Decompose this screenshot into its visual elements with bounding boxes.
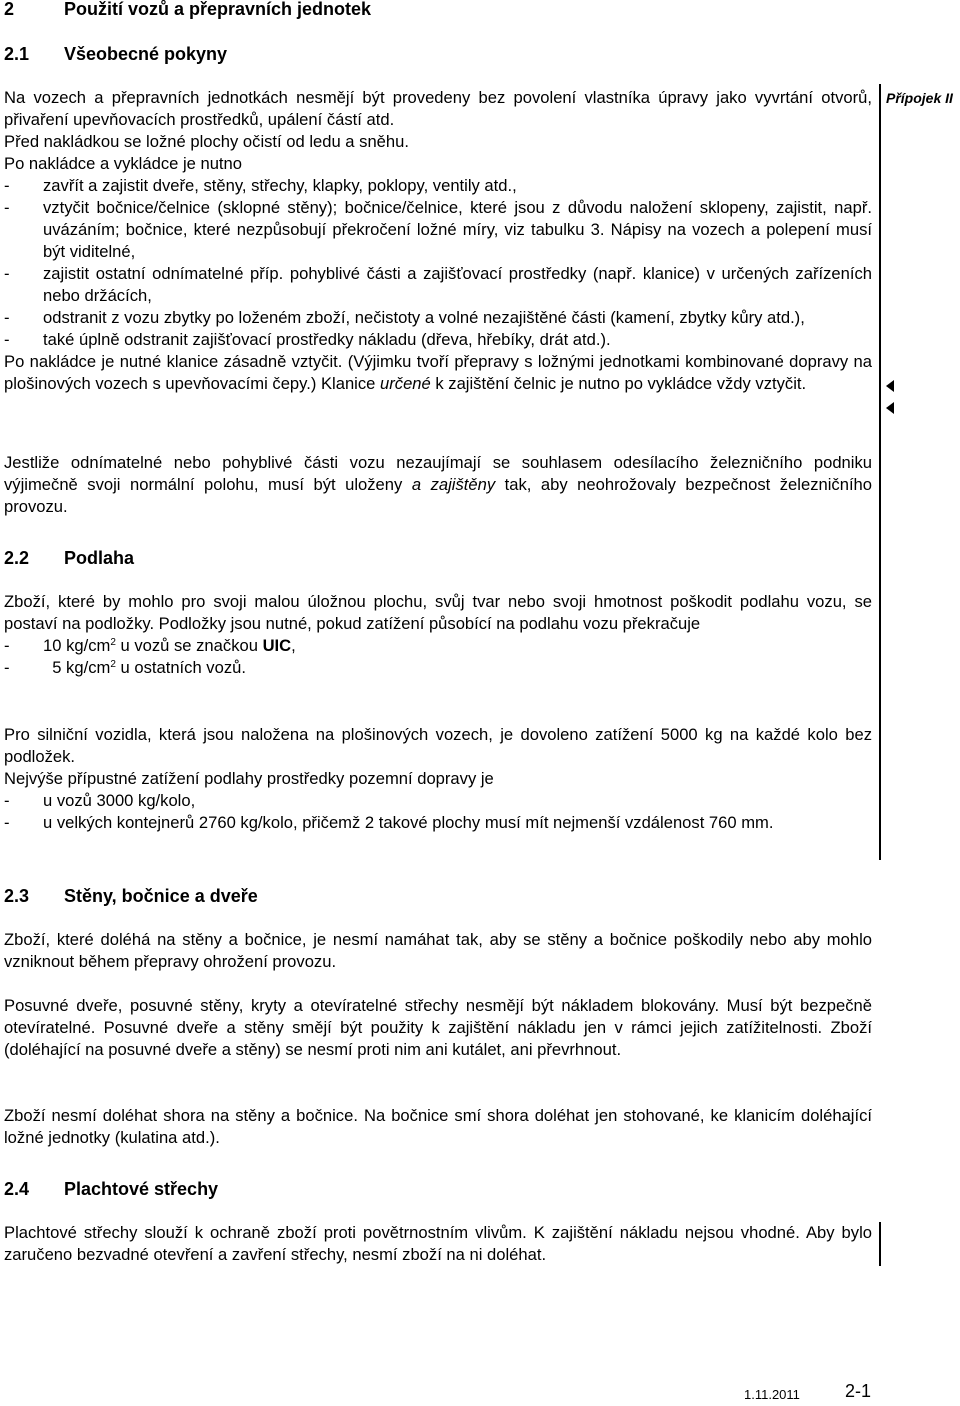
- paragraph: Na vozech a přepravních jednotkách nesmějí být provedeny bez povolení vlastníka úpravy jako vyvrtání otvorů, přivaření upevňovacích prostředků, upálení částí atd.: [4, 88, 872, 129]
- section-title: Podlaha: [64, 548, 135, 568]
- section-number: 2.4: [4, 1179, 30, 1199]
- list-item: - také úplně odstranit zajišťovací prostředky nákladu (dřeva, hřebíky, drát atd.).: [4, 330, 611, 349]
- change-marker-icon: [886, 380, 894, 392]
- paragraph: Zboží, které doléhá na stěny a bočnice, je nesmí namáhat tak, aby se stěny a bočnice poškodily nebo aby mohlo vzniknout během přepravy ohrožení provozu.: [4, 930, 872, 971]
- paragraph: Nejvýše přípustné zatížení podlahy prostředky pozemní dopravy je: [4, 769, 494, 788]
- paragraph: Po nakládce a vykládce je nutno: [4, 154, 243, 173]
- list-item: - zavřít a zajistit dveře, stěny, střechy, klapky, poklopy, ventily atd.,: [4, 176, 517, 195]
- section-heading-2-4: [4, 1178, 218, 1200]
- chapter-title: Použití vozů a přepravních jednotek: [64, 0, 372, 19]
- section-2-1-closing: [4, 452, 872, 518]
- chapter-number: 2: [4, 0, 15, 19]
- section-title: Všeobecné pokyny: [64, 44, 228, 64]
- list-item: - zajistit ostatní odnímatelné příp. pohyblivé části a zajišťovací prostředky (např. klanice) v určených zařízeních nebo držácích,: [4, 264, 872, 305]
- chapter-heading: [4, 0, 371, 20]
- list-item: - vztyčit bočnice/čelnice (sklopné stěny); bočnice/čelnice, které jsou z důvodu naložení sklopeny, zajistit, např. uvázáním; bočnice, které nezpůsobují překročení ložné míry, viz tabulku 3. Nápisy na vozech a polepení musí být viditelné,: [4, 198, 872, 261]
- section-heading-2-2: [4, 547, 134, 569]
- section-title: Plachtové střechy: [64, 1179, 219, 1199]
- change-bar: [879, 1222, 881, 1266]
- paragraph: Před nakládkou se ložné plochy očistí od ledu a sněhu.: [4, 132, 409, 151]
- list-item: - 5 $kg/cm^2$ u ostatních vozů.: [4, 658, 246, 677]
- paragraph: Pro silniční vozidla, která jsou naložena na plošinových vozech, je dovoleno zatížení 5000 kg na každé kolo bez podložek.: [4, 725, 872, 766]
- section-2-4-p1: [4, 1222, 872, 1266]
- side-note: Přípojek II: [886, 90, 953, 106]
- page-number: 2-1: [845, 1381, 872, 1401]
- section-title: Stěny, bočnice a dveře: [64, 886, 258, 906]
- section-number: 2.1: [4, 44, 30, 64]
- list-item: - u velkých kontejnerů 2760 kg/kolo, přičemž 2 takové plochy musí mít nejmenší vzdálenost 760 mm.: [4, 813, 774, 832]
- section-heading-2-1: [4, 43, 227, 65]
- list-item: - odstranit z vozu zbytky po loženém zboží, nečistoty a volné nezajištěné části (kamení, zbytky kůry atd.),: [4, 308, 805, 327]
- footer-date: 1.11.2011: [744, 1387, 800, 1402]
- section-2-3-p2: [4, 995, 872, 1061]
- change-marker-icon: [886, 402, 894, 414]
- list-item: - u vozů 3000 kg/kolo,: [4, 791, 196, 810]
- section-number: 2.2: [4, 548, 30, 568]
- paragraph: Po nakládce je nutné klanice zásadně vztyčit. (Výjimku tvoří přepravy s ložnými jednotkami kombinované dopravy na plošinových vozech s upevňovacími čepy.) Klanice určené k zajištění čelnic je nutno po vykládce vždy vztyčit.: [4, 352, 872, 393]
- section-2-2-body: [4, 591, 872, 679]
- section-heading-2-3: [4, 885, 258, 907]
- paragraph: Plachtové střechy slouží k ochraně zboží proti povětrnostním vlivům. K zajištění nákladu nejsou vhodné. Aby bylo zaručeno bezvadné otevření a zavření střechy, nesmí zboží na ni doléhat.: [4, 1223, 872, 1264]
- paragraph: Zboží, které by mohlo pro svoji malou úložnou plochu, svůj tvar nebo svoji hmotnost poškodit podlahu vozu, se postaví na podložky. Podložky jsou nutné, pokud zatížení působící na podlahu vozu překračuje: [4, 592, 872, 633]
- section-2-3-p3: [4, 1105, 872, 1149]
- section-2-3-p1: [4, 929, 872, 973]
- paragraph: Posuvné dveře, posuvné stěny, kryty a otevíratelné střechy nesmějí být nákladem blokovány. Musí být bezpečně otevíratelné. Posuvné dveře a stěny smějí být použity k zajištění nákladu jen v rámci jejich zatížitelnosti. Zboží (doléhající na posuvné dveře a stěny) se nesmí proti nim ani kutálet, ani převrhnout.: [4, 996, 872, 1059]
- section-2-1-body: [4, 87, 872, 395]
- section-number: 2.3: [4, 886, 30, 906]
- paragraph: Jestliže odnímatelné nebo pohyblivé části vozu nezaujímají se souhlasem odesílacího železničního podniku výjimečně svoji normální polohu, musí být uloženy a zajištěny tak, aby neohrožovaly bezpečnost železničního provozu.: [4, 453, 873, 516]
- paragraph: Zboží nesmí doléhat shora na stěny a bočnice. Na bočnice smí shora doléhat jen stohované, ke klanicím doléhající ložné jednotky (kulatina atd.).: [4, 1106, 872, 1147]
- change-bar: [879, 84, 881, 860]
- list-item: - 10 $kg/cm^2$ u vozů se značkou UIC,: [4, 636, 296, 655]
- section-2-2-more: [4, 724, 872, 834]
